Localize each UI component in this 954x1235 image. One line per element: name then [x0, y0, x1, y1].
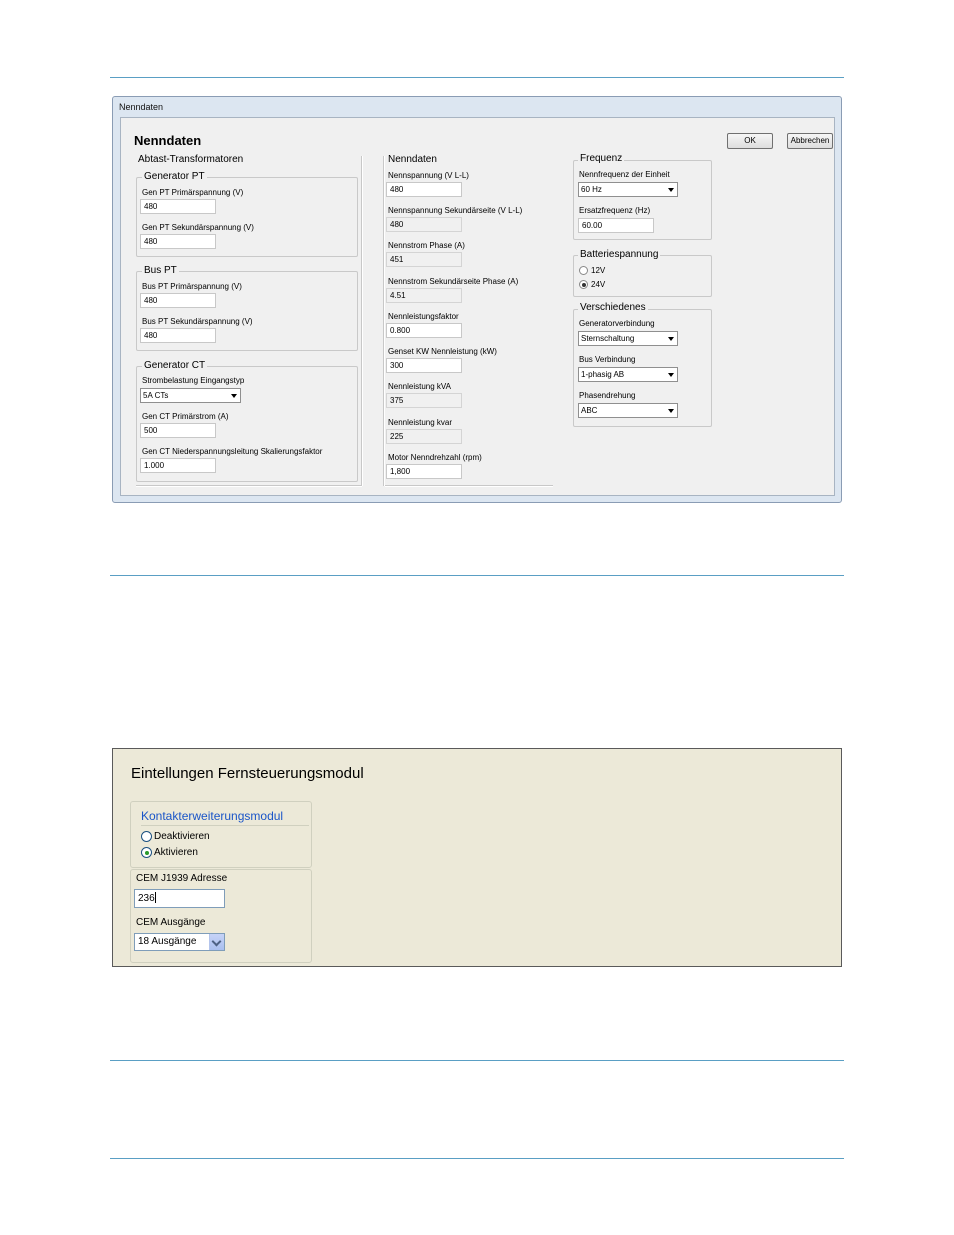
dropdown-arrow-icon	[668, 409, 674, 413]
gen-pt-primary-input[interactable]: 480	[140, 199, 216, 214]
gen-pt-secondary-label: Gen PT Sekundärspannung (V)	[142, 223, 254, 232]
bus-pt-primary-input[interactable]: 480	[140, 293, 216, 308]
page-rule-bottom	[110, 1158, 844, 1159]
disable-label: Deaktivieren	[154, 831, 210, 842]
cem-outputs-select[interactable]	[134, 933, 225, 951]
rated-phase-current-label: Nennstrom Phase (A)	[388, 241, 465, 250]
bus-pt-secondary-input[interactable]: 480	[140, 328, 216, 343]
generator-pt-title: Generator PT	[144, 171, 205, 182]
rated-data-panel	[120, 117, 835, 496]
dropdown-arrow-icon	[668, 337, 674, 341]
misc-title: Verschiedenes	[580, 302, 646, 313]
cem-outputs-value: 18 Ausgänge	[138, 936, 197, 947]
rated-phase-current-value: 451	[386, 252, 462, 267]
ok-button[interactable]: OK	[727, 133, 773, 149]
group-title-line	[141, 825, 309, 826]
battery-12v-label: 12V	[591, 266, 606, 275]
chevron-down-icon[interactable]	[209, 934, 224, 950]
dropdown-arrow-icon	[231, 394, 237, 398]
ct-input-type-select[interactable]	[140, 388, 241, 403]
text-cursor	[155, 892, 156, 903]
bus-pt-primary-label: Bus PT Primärspannung (V)	[142, 282, 242, 291]
bus-pt-title: Bus PT	[144, 265, 177, 276]
rated-secondary-voltage-value: 480	[386, 217, 462, 232]
rated-data-title: Nenndaten	[388, 154, 437, 165]
rated-secondary-current-value: 4.51	[386, 288, 462, 303]
remote-module-settings-panel	[112, 748, 842, 967]
enable-label: Aktivieren	[154, 847, 198, 858]
gen-ct-scaling-label: Gen CT Niederspannungsleitung Skalierungsfaktor	[142, 447, 323, 456]
column1-bottom-line	[136, 485, 362, 487]
bus-connection-value: 1-phasig AB	[581, 370, 625, 379]
cem-outputs-label: CEM Ausgänge	[136, 917, 206, 928]
phase-rotation-value: ABC	[581, 406, 598, 415]
gen-pt-primary-label: Gen PT Primärspannung (V)	[142, 188, 244, 197]
gen-pt-secondary-input[interactable]: 480	[140, 234, 216, 249]
rated-kva-label: Nennleistung kVA	[388, 382, 451, 391]
column-separator-1	[361, 156, 363, 486]
page-rule-2	[110, 575, 844, 576]
bus-pt-secondary-label: Bus PT Sekundärspannung (V)	[142, 317, 253, 326]
phase-rotation-select[interactable]	[578, 403, 678, 418]
cem-address-input[interactable]	[134, 889, 225, 908]
rated-kva-value: 375	[386, 393, 462, 408]
cem-address-value: 236	[138, 893, 155, 904]
page-title: Nenndaten	[134, 133, 202, 148]
rated-frequency-label: Nennfrequenz der Einheit	[579, 170, 670, 179]
genset-kw-input[interactable]: 300	[386, 358, 462, 373]
rated-frequency-select[interactable]	[578, 182, 678, 197]
sensing-transformers-title: Abtast-Transformatoren	[138, 154, 244, 165]
disable-radio[interactable]	[141, 831, 152, 842]
cem-address-label: CEM J1939 Adresse	[136, 873, 228, 884]
contact-expansion-title: Kontakterweiterungsmodul	[141, 809, 284, 823]
generator-ct-title: Generator CT	[144, 360, 206, 371]
dropdown-arrow-icon	[668, 373, 674, 377]
dropdown-arrow-icon	[668, 188, 674, 192]
window-title: Nenndaten	[119, 102, 164, 112]
rated-frequency-value: 60 Hz	[581, 185, 602, 194]
battery-voltage-group	[573, 255, 712, 297]
bus-connection-select[interactable]	[578, 367, 678, 382]
ct-input-type-label: Strombelastung Eingangstyp	[142, 376, 245, 385]
rated-secondary-voltage-label: Nennspannung Sekundärseite (V L-L)	[388, 206, 523, 215]
rated-power-factor-input[interactable]: 0.800	[386, 323, 462, 338]
rated-kvar-value: 225	[386, 429, 462, 444]
column-separator-2	[383, 156, 385, 486]
alt-frequency-input[interactable]: 60.00	[578, 218, 654, 233]
rated-voltage-input[interactable]: 480	[386, 182, 462, 197]
engine-rpm-label: Motor Nenndrehzahl (rpm)	[388, 453, 482, 462]
frequency-title: Frequenz	[580, 153, 623, 164]
column2-bottom-line	[385, 485, 553, 487]
rated-voltage-label: Nennspannung (V L-L)	[388, 171, 469, 180]
ct-input-type-value: 5A CTs	[143, 391, 169, 400]
gen-ct-scaling-input[interactable]: 1.000	[140, 458, 216, 473]
panel-heading: Eintellungen Fernsteuerungsmodul	[131, 765, 364, 782]
bus-connection-label: Bus Verbindung	[579, 355, 636, 364]
battery-voltage-title: Batteriespannung	[580, 249, 659, 260]
rated-power-factor-label: Nennleistungsfaktor	[388, 312, 459, 321]
page-rule-3	[110, 1060, 844, 1061]
rated-data-window	[112, 96, 842, 503]
generator-connection-value: Sternschaltung	[581, 334, 635, 343]
gen-ct-primary-input[interactable]: 500	[140, 423, 216, 438]
rated-secondary-current-label: Nennstrom Sekundärseite Phase (A)	[388, 277, 519, 286]
page-rule-top	[110, 77, 844, 78]
generator-connection-select[interactable]	[578, 331, 678, 346]
phase-rotation-label: Phasendrehung	[579, 391, 636, 400]
enable-radio[interactable]	[141, 847, 152, 858]
battery-24v-label: 24V	[591, 280, 606, 289]
genset-kw-label: Genset KW Nennleistung (kW)	[388, 347, 497, 356]
alt-frequency-label: Ersatzfrequenz (Hz)	[579, 206, 651, 215]
cancel-button[interactable]: Abbrechen	[787, 133, 833, 149]
engine-rpm-input[interactable]: 1,800	[386, 464, 462, 479]
rated-kvar-label: Nennleistung kvar	[388, 418, 453, 427]
battery-12v-radio[interactable]	[579, 266, 588, 275]
generator-connection-label: Generatorverbindung	[579, 319, 655, 328]
battery-24v-radio[interactable]	[579, 280, 588, 289]
gen-ct-primary-label: Gen CT Primärstrom (A)	[142, 412, 229, 421]
